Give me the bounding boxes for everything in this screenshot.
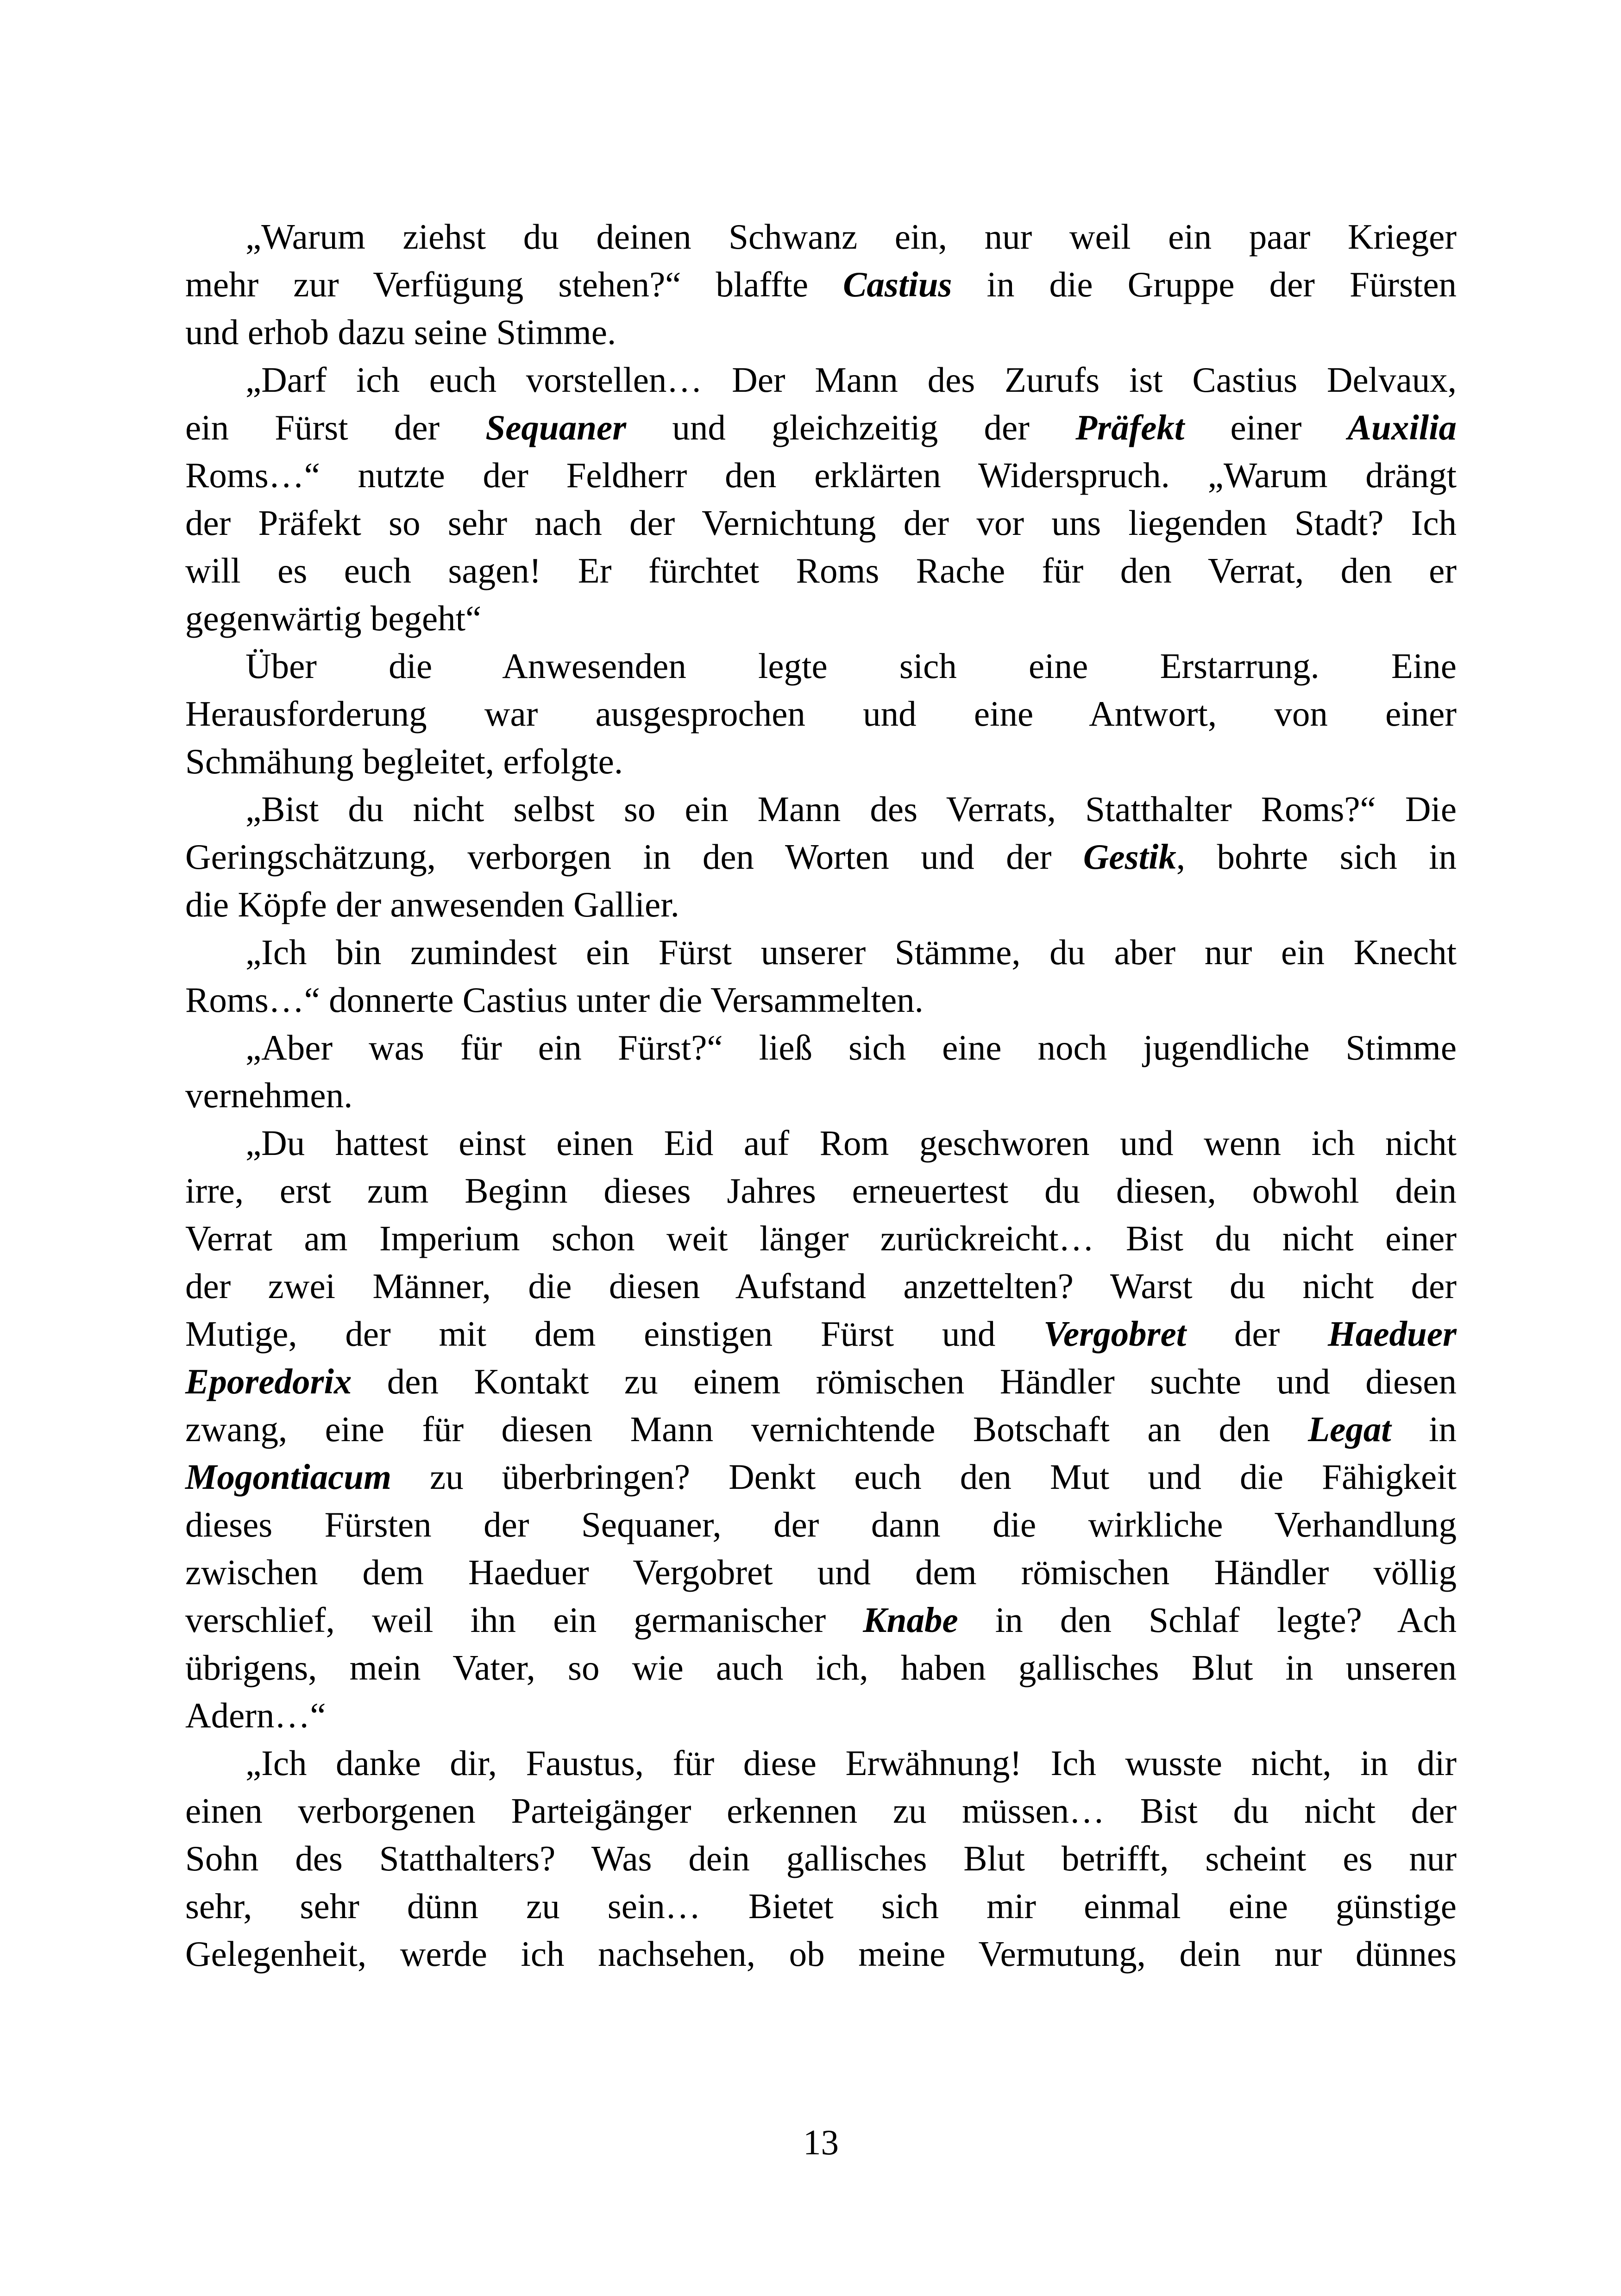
text-run: in die Gruppe der Fürsten [952, 264, 1457, 304]
paragraph [185, 642, 1457, 785]
text-run: ein Fürst der [185, 408, 486, 447]
text-line [185, 1405, 1457, 1453]
text-line [185, 1262, 1457, 1310]
text-run: Über die Anwesenden legte sich eine Erstarrung. Eine [245, 646, 1457, 686]
text-line [185, 785, 1457, 833]
text-run: „Du hattest einst einen Eid auf Rom geschworen und wenn ich nicht [245, 1123, 1457, 1163]
text-run: in den Schlaf legte? Ach [958, 1600, 1457, 1640]
emphasis-text-run: Sequaner [485, 408, 627, 447]
text-run: zwischen dem Haeduer Vergobret und dem römischen Händler völlig [185, 1552, 1457, 1592]
text-line [185, 308, 1457, 356]
text-line [185, 1549, 1457, 1596]
text-line [185, 1167, 1457, 1215]
text-line [185, 404, 1457, 452]
text-line [185, 1596, 1457, 1644]
emphasis-text-run: Präfekt [1075, 408, 1185, 447]
text-line [185, 1787, 1457, 1835]
text-line [185, 1310, 1457, 1358]
text-run: „Ich bin zumindest ein Fürst unserer Stämme, du aber nur ein Knecht [245, 932, 1457, 972]
text-run: irre, erst zum Beginn dieses Jahres erneuertest du diesen, obwohl dein [185, 1171, 1457, 1211]
text-run: einer [1184, 408, 1348, 447]
text-run: verschlief, weil ihn ein germanischer [185, 1600, 863, 1640]
text-run: die Köpfe der anwesenden Gallier. [185, 885, 679, 924]
emphasis-text-run: Castius [843, 264, 952, 304]
text-run: übrigens, mein Vater, so wie auch ich, haben gallisches Blut in unseren [185, 1648, 1457, 1687]
text-line [185, 547, 1457, 595]
emphasis-text-run: Eporedorix [185, 1361, 352, 1401]
text-run: Geringschätzung, verborgen in den Worten und der [185, 837, 1083, 877]
text-run: Sohn des Statthalters? Was dein gallisches Blut betrifft, scheint es nur [185, 1838, 1457, 1878]
text-run: und erhob dazu seine Stimme. [185, 312, 616, 352]
text-line [185, 356, 1457, 404]
text-run: der Präfekt so sehr nach der Vernichtung der vor uns liegenden Stadt? Ich [185, 503, 1457, 543]
text-line [185, 452, 1457, 499]
paragraph [185, 356, 1457, 642]
text-line [185, 1024, 1457, 1072]
text-run: der zwei Männer, die diesen Aufstand anzettelten? Warst du nicht der [185, 1266, 1457, 1306]
text-run: Schmähung begleitet, erfolgte. [185, 741, 623, 781]
text-run: Mutige, der mit dem einstigen Fürst und [185, 1314, 1044, 1354]
text-line [185, 928, 1457, 976]
text-run: „Ich danke dir, Faustus, für diese Erwähnung! Ich wusste nicht, in dir [245, 1743, 1457, 1783]
text-line [185, 1453, 1457, 1501]
text-line [185, 499, 1457, 547]
text-run: den Kontakt zu einem römischen Händler suchte und diesen [352, 1361, 1457, 1401]
text-line [185, 1882, 1457, 1930]
text-line [185, 1501, 1457, 1549]
paragraph [185, 785, 1457, 928]
text-run: in [1391, 1409, 1457, 1449]
paragraph [185, 1119, 1457, 1739]
text-run: „Aber was für ein Fürst?“ ließ sich eine noch jugendliche Stimme [245, 1028, 1457, 1067]
text-line [185, 213, 1457, 261]
emphasis-text-run: Knabe [863, 1600, 958, 1640]
emphasis-text-run: Mogontiacum [185, 1457, 391, 1497]
text-run: will es euch sagen! Er fürchtet Roms Rache für den Verrat, den er [185, 551, 1457, 590]
text-line [185, 1119, 1457, 1167]
text-line [185, 881, 1457, 928]
text-run: Roms…“ nutzte der Feldherr den erklärten Widerspruch. „Warum drängt [185, 455, 1457, 495]
text-run: der [1186, 1314, 1328, 1354]
text-line [185, 261, 1457, 308]
text-run: Roms…“ donnerte Castius unter die Versammelten. [185, 980, 924, 1020]
text-line [185, 1215, 1457, 1262]
text-run: Herausforderung war ausgesprochen und eine Antwort, von einer [185, 694, 1457, 734]
text-run: vernehmen. [185, 1075, 353, 1115]
text-run: mehr zur Verfügung stehen?“ blaffte [185, 264, 843, 304]
text-line [185, 1072, 1457, 1119]
text-run: dieses Fürsten der Sequaner, der dann die wirkliche Verhandlung [185, 1505, 1457, 1544]
text-run: einen verborgenen Parteigänger erkennen zu müssen… Bist du nicht der [185, 1791, 1457, 1831]
text-run: „Warum ziehst du deinen Schwanz ein, nur weil ein paar Krieger [245, 217, 1457, 257]
text-line [185, 1358, 1457, 1405]
text-run: gegenwärtig begeht“ [185, 598, 482, 638]
text-run: sehr, sehr dünn zu sein… Bietet sich mir einmal eine günstige [185, 1886, 1457, 1926]
emphasis-text-run: Auxilia [1347, 408, 1457, 447]
paragraph [185, 928, 1457, 1024]
emphasis-text-run: Legat [1308, 1409, 1391, 1449]
text-run: Adern…“ [185, 1695, 326, 1735]
text-line [185, 1739, 1457, 1787]
emphasis-text-run: Haeduer [1327, 1314, 1457, 1354]
text-line [185, 595, 1457, 642]
text-line [185, 1692, 1457, 1739]
text-line [185, 833, 1457, 881]
text-run: „Bist du nicht selbst so ein Mann des Verrats, Statthalter Roms?“ Die [245, 789, 1457, 829]
text-line [185, 690, 1457, 738]
text-run: „Darf ich euch vorstellen… Der Mann des Zurufs ist Castius Delvaux, [245, 360, 1457, 400]
text-line [185, 976, 1457, 1024]
text-run: Gelegenheit, werde ich nachsehen, ob meine Vermutung, dein nur dünnes [185, 1934, 1457, 1974]
paragraph [185, 213, 1457, 356]
text-run: Verrat am Imperium schon weit länger zurückreicht… Bist du nicht einer [185, 1218, 1457, 1258]
text-line [185, 642, 1457, 690]
text-run: , bohrte sich in [1176, 837, 1457, 877]
text-line [185, 1644, 1457, 1692]
page-number: 13 [803, 2122, 839, 2162]
text-line [185, 1835, 1457, 1882]
paragraph [185, 1739, 1457, 1978]
text-run: und gleichzeitig der [626, 408, 1076, 447]
emphasis-text-run: Gestik [1083, 837, 1176, 877]
text-line [185, 1930, 1457, 1978]
paragraph [185, 1024, 1457, 1119]
text-run: zwang, eine für diesen Mann vernichtende Botschaft an den [185, 1409, 1308, 1449]
text-line [185, 738, 1457, 785]
text-run: zu überbringen? Denkt euch den Mut und die Fähigkeit [391, 1457, 1457, 1497]
text-block [185, 213, 1457, 1978]
emphasis-text-run: Vergobret [1043, 1314, 1187, 1354]
